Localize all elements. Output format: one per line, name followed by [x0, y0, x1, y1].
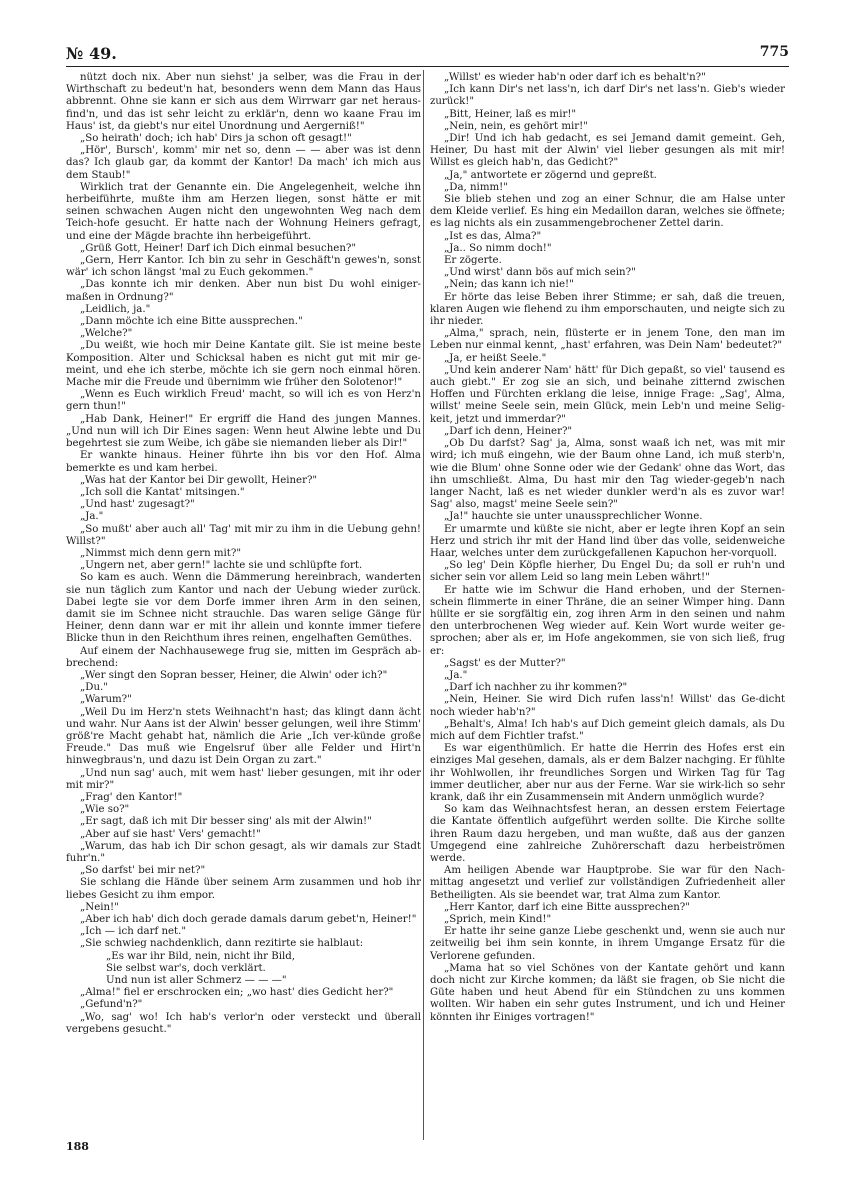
paragraph: „Wenn es Euch wirklich Freud' macht, so will ich es von Herz'n gern thun!" — [66, 389, 421, 413]
signature-mark: 188 — [66, 1140, 89, 1153]
paragraph: „Ja!" hauchte sie unter unaussprechlicher Wonne. — [444, 511, 703, 523]
poem-line: „Es war ihr Bild, nein, nicht ihr Bild, — [106, 950, 296, 962]
paragraph: So kam es auch. Wenn die Dämmerung hereinbrach, wanderten sie nun täglich zum Kantor und nach der Uebung wieder zurück. Dabei legte sie vor dem Dorfe immer ihren Arm in den seinen, damit sie im Schnee nicht strauchle. Das waren selige Gänge für Heiner, denn dann war er mit ihr allein und konnte immer tiefere Blicke thun in den Reichthum ihres reinen, engelhaften Gemüthes. — [66, 572, 421, 645]
paragraph: „Und wirst' dann bös auf mich sein?" — [444, 267, 636, 279]
paragraph: Sie schlang die Hände über seinem Arm zusammen und hob ihr liebes Gesicht zu ihm empor. — [66, 877, 421, 901]
paragraph: „Das konnte ich mir denken. Aber nun bist Du wohl einiger-maßen in Ordnung?" — [66, 279, 421, 303]
paragraph: „Und hast' zugesagt?" — [80, 499, 195, 511]
paragraph: „Welche?" — [80, 328, 133, 340]
paragraph: „Behalt's, Alma! Ich hab's auf Dich gemeint gleich damals, als Du mich auf dem Fichtler trafst." — [430, 718, 785, 742]
paragraph: „Sprich, mein Kind!" — [444, 914, 552, 926]
paragraph: „Nimmst mich denn gern mit?" — [80, 547, 242, 559]
paragraph: nützt doch nix. Aber nun siehst' ja selber, was die Frau in der Wirthschaft zu bedeut'n hat, besonders wenn dem Mann das Haus abbrennt. Ohne sie kann er sich aus dem Wirrwarr gar net heraus-find'n, und das ist sehr leicht zu erklär'n, denn wo kaane Frau im Haus' ist, da giebt's nur eitel Unordnung und Aergerniß!" — [66, 72, 421, 132]
paragraph: „Herr Kantor, darf ich eine Bitte aussprechen?" — [444, 901, 690, 913]
paragraph: „Ja." — [80, 511, 104, 523]
paragraph: „Leidlich, ja." — [80, 303, 151, 315]
paragraph: „Wer singt den Sopran besser, Heiner, die Alwin' oder ich?" — [80, 669, 388, 681]
paragraph: „Ich — ich darf net." — [80, 926, 187, 938]
paragraph: „Nein!" — [80, 901, 119, 913]
paragraph: „Warum?" — [80, 694, 132, 706]
paragraph: „Ich soll die Kantat' mitsingen." — [80, 486, 245, 498]
paragraph: „Ungern net, aber gern!" lachte sie und schlüpfte fort. — [80, 560, 363, 572]
paragraph: „Ja.. So nimm doch!" — [444, 242, 552, 254]
paragraph: „Du." — [80, 682, 108, 694]
paragraph: „Darf ich denn, Heiner?" — [444, 425, 573, 437]
paragraph: Er umarmte und küßte sie nicht, aber er legte ihren Kopf an sein Herz und strich ihr mit der Hand lind über das volle, seidenweiche Haar, welches unter dem zurückgefallenen Kapuchon her-vorquoll. — [430, 523, 785, 559]
paragraph: Er zögerte. — [444, 255, 502, 267]
paragraph: „Alma," sprach, nein, flüsterte er in jenem Tone, den man im Leben nur einmal kennt, „hast' erfahren, was Dein Nam' bedeutet?" — [430, 328, 785, 352]
poem-line: Sie selbst war's, doch verklärt. — [106, 962, 266, 974]
paragraph: „Wie so?" — [80, 804, 130, 816]
paragraph: „So leg' Dein Köpfle hierher, Du Engel Du; da soll er ruh'n und sicher sein vor allem Leid so lang mein Leben währt!" — [430, 560, 785, 584]
paragraph: „Willst' es wieder hab'n oder darf ich es behalt'n?" — [444, 72, 706, 83]
paragraph: „Und nun sag' auch, mit wem hast' lieber gesungen, mit ihr oder mit mir?" — [66, 767, 421, 791]
paragraph: „Ich kann Dir's net lass'n, ich darf Dir's net lass'n. Gieb's wieder zurück!" — [430, 84, 785, 108]
paragraph: „Hab Dank, Heiner!" Er ergriff die Hand des jungen Mannes. „Und nun will ich Dir Eines sagen: Wenn heut Alwine lebte und Du begehrtest sie zum Weibe, ich gäbe sie niemanden lieber als Dir!" — [66, 413, 421, 450]
page-header — [66, 44, 789, 68]
paragraph: „Was hat der Kantor bei Dir gewollt, Heiner?" — [80, 474, 318, 486]
paragraph: „Darf ich nachher zu ihr kommen?" — [444, 682, 628, 694]
header-rule — [66, 66, 789, 67]
paragraph: „Dir! Und ich hab gedacht, es sei Jemand damit gemeint. Geh, Heiner, Du hast mit der Alwin' viel lieber gesungen als mit mir! Willst es gleich hab'n, das Gedicht?" — [430, 133, 785, 169]
paragraph: Wirklich trat der Genannte ein. Die Angelegenheit, welche ihn herbeiführte, mußte ihm am Herzen liegen, sonst hätte er mit seinen schwachen Augen nicht den ungewohnten Weg nach dem Teich-hofe gesucht. Er hatte nach der Wohnung Heiners gefragt, und eine der Mägde brachte ihn herbeigeführt. — [66, 181, 421, 242]
paragraph: „Du weißt, wie hoch mir Deine Kantate gilt. Sie ist meine beste Komposition. Alter und Schicksal haben es nicht gut mit mir ge-meint, und ehe ich sterbe, möchte ich sie gern noch einmal hören. Mache mir die Freude und übernimm wie früher den Solotenor!" — [66, 340, 421, 389]
paragraph: „Aber ich hab' dich doch gerade damals darum gebet'n, Heiner!" — [80, 914, 417, 926]
poem-line: Und nun ist aller Schmerz — — —" — [106, 975, 287, 987]
paragraph: „Bitt, Heiner, laß es mir!" — [444, 108, 577, 120]
paragraph: „Und kein anderer Nam' hätt' für Dich gepaßt, so viel' tausend es auch giebt." Er zog sie an sich, und beinahe zitternd zwischen Hoffen und Fürchten erklang die leise, innige Frage: „Sag', Alma, willst' meine Seele sein, mein Glück, mein Leb'n und meine Selig-keit, jetzt und immerdar?" — [430, 364, 785, 425]
paragraph: „Da, nimm!" — [444, 181, 508, 193]
paragraph: „Grüß Gott, Heiner! Darf ich Dich einmal besuchen?" — [80, 242, 357, 254]
paragraph: „Ist es das, Alma?" — [444, 230, 542, 242]
paragraph: „Nein, nein, es gehört mir!" — [444, 120, 588, 132]
paragraph: „Gern, Herr Kantor. Ich bin zu sehr in Geschäft'n gewes'n, sonst wär' ich schon längst 'mal zu Euch gekommen." — [66, 255, 421, 279]
paragraph: „Alma!" fiel er erschrocken ein; „wo hast' dies Gedicht her?" — [80, 987, 394, 999]
paragraph: „Er sagt, daß ich mit Dir besser sing' als mit der Alwin!" — [80, 816, 372, 828]
paragraph: So kam das Weihnachtsfest heran, an dessen erstem Feiertage die Kantate öffentlich aufgeführt werden sollte. Die Kirche sollte ihren Raum dazu hergeben, und man wußte, daß aus der ganzen Umgegend eine zahlreiche Zuhörerschaft dazu herbeiströmen werde. — [430, 804, 785, 864]
page-number: 775 — [759, 44, 789, 60]
paragraph: Auf einem der Nachhausewege frug sie, mitten im Gespräch ab-brechend: — [66, 645, 421, 669]
right-column — [430, 72, 785, 1024]
paragraph: „Weil Du im Herz'n stets Weihnacht'n hast; das klingt dann ächt und wahr. Nur Aans ist der Alwin' besser gelungen, weil ihre Stimm' größ're Macht gehabt hat, nämlich die Arie „Ich ver-künde große Freude." Das muß wie Engelsruf über alle Felder und Hirt'n hinwegbraus'n, und dazu ist Dein Organ zu zart." — [66, 706, 421, 767]
paragraph: „Nein, Heiner. Sie wird Dich rufen lass'n! Willst' das Ge-dicht noch wieder hab'n?" — [430, 694, 785, 718]
paragraph: „So mußt' aber auch all' Tag' mit mir zu ihm in die Uebung gehn! Willst?" — [66, 523, 421, 547]
paragraph: Er hatte ihr seine ganze Liebe geschenkt und, wenn sie auch nur zeitweilig bei ihm sein konnte, in ihrem Umgange Ersatz für die Verlorene gefunden. — [430, 926, 785, 962]
paragraph: Er hatte wie im Schwur die Hand erhoben, und der Sternen-schein flimmerte in einer Thräne, die an seiner Wimper hing. Dann hüllte er sie sorgfältig ein, zog ihren Arm in den seinen und nahm den unterbrochenen Weg wieder auf. Kein Wort wurde weiter ge-sprochen; aber als er, im Hofe angekommen, sie von sich ließ, frug er: — [430, 584, 785, 657]
paragraph: Es war eigenthümlich. Er hatte die Herrin des Hofes erst ein einziges Mal gesehen, damals, als er dem Balzer nachging. Er fühlte ihr Wohlwollen, ihr freundliches Sorgen und Wirken Tag für Tag immer deutlicher, aber nur aus der Ferne. War sie wirk-lich so sehr krank, daß ihr ein Zusammensein mit Andern unmöglich wurde? — [430, 743, 785, 803]
paragraph: Sie blieb stehen und zog an einer Schnur, die am Halse unter dem Kleide verlief. Es hing ein Medaillon daran, welches sie öffnete; es lag nichts als ein zusammengebrochener Zettel darin. — [430, 194, 785, 230]
paragraph: „Mama hat so viel Schönes von der Kantate gehört und kann doch nicht zur Kirche kommen; da läßt sie fragen, ob Sie nicht die Güte haben und heut Abend für ein Stündchen zu uns kommen wollten. Wir haben ein sehr gutes Instrument, und ich und Heiner könnten ihr Einiges vortragen!" — [430, 962, 785, 1023]
left-column — [66, 72, 421, 1036]
paragraph: „Warum, das hab ich Dir schon gesagt, als wir damals zur Stadt fuhr'n." — [66, 840, 421, 864]
paragraph: „Dann möchte ich eine Bitte aussprechen." — [80, 316, 303, 328]
issue-number: № 49. — [66, 44, 117, 63]
paragraph: Er hörte das leise Beben ihrer Stimme; er sah, daß die treuen, klaren Augen wie flehend zu ihm emporschauten, und neigte sich zu ihr nieder. — [430, 291, 785, 328]
paragraph: „Hör', Bursch', komm' mir net so, denn — — aber was ist denn das? Ich glaub gar, da kommt der Kantor! Da mach' ich mich aus dem Staub!" — [66, 145, 421, 181]
paragraph: „Sagst' es der Mutter?" — [444, 657, 566, 669]
paragraph: „Ob Du darfst? Sag' ja, Alma, sonst waaß ich net, was mit mir wird; ich muß eingehn, wie der Baum ohne Land, ich muß sterb'n, wie die Blum' ohne Sonne oder wie der Gedank' ohne das Wort, das ihn umschließt. Alma, Du hast mir den Tag wieder-gegeb'n nach langer Nacht, laß es net wieder dunkler werd'n als es zuvor war! Sag' also, magst' meine Seele sein?" — [430, 438, 785, 511]
column-divider — [423, 70, 424, 1140]
paragraph: „Ja." — [444, 669, 468, 681]
paragraph: „So heirath' doch; ich hab' Dirs ja schon oft gesagt!" — [80, 133, 352, 145]
paragraph: „So darfst' bei mir net?" — [80, 865, 206, 877]
paragraph: „Nein; das kann ich nie!" — [444, 279, 574, 291]
paragraph: Am heiligen Abende war Hauptprobe. Sie war für den Nach-mittag angesetzt und verlief zur vollständigen Zufriedenheit aller Betheiligten. Als sie beendet war, trat Alma zum Kantor. — [430, 865, 785, 901]
paragraph: „Ja, er heißt Seele." — [444, 352, 547, 364]
paragraph: „Sie schwieg nachdenklich, dann rezitirte sie halblaut: — [80, 938, 364, 950]
paragraph: „Gefund'n?" — [80, 999, 143, 1011]
paragraph: „Ja," antwortete er zögernd und gepreßt. — [444, 169, 657, 181]
paragraph: Er wankte hinaus. Heiner führte ihn bis vor den Hof. Alma bemerkte es und kam herbei. — [66, 450, 421, 474]
paragraph: „Frag' den Kantor!" — [80, 791, 183, 803]
paragraph: „Wo, sag' wo! Ich hab's verlor'n oder versteckt und überall vergebens gesucht." — [66, 1011, 421, 1035]
paragraph: „Aber auf sie hast' Vers' gemacht!" — [80, 828, 261, 840]
